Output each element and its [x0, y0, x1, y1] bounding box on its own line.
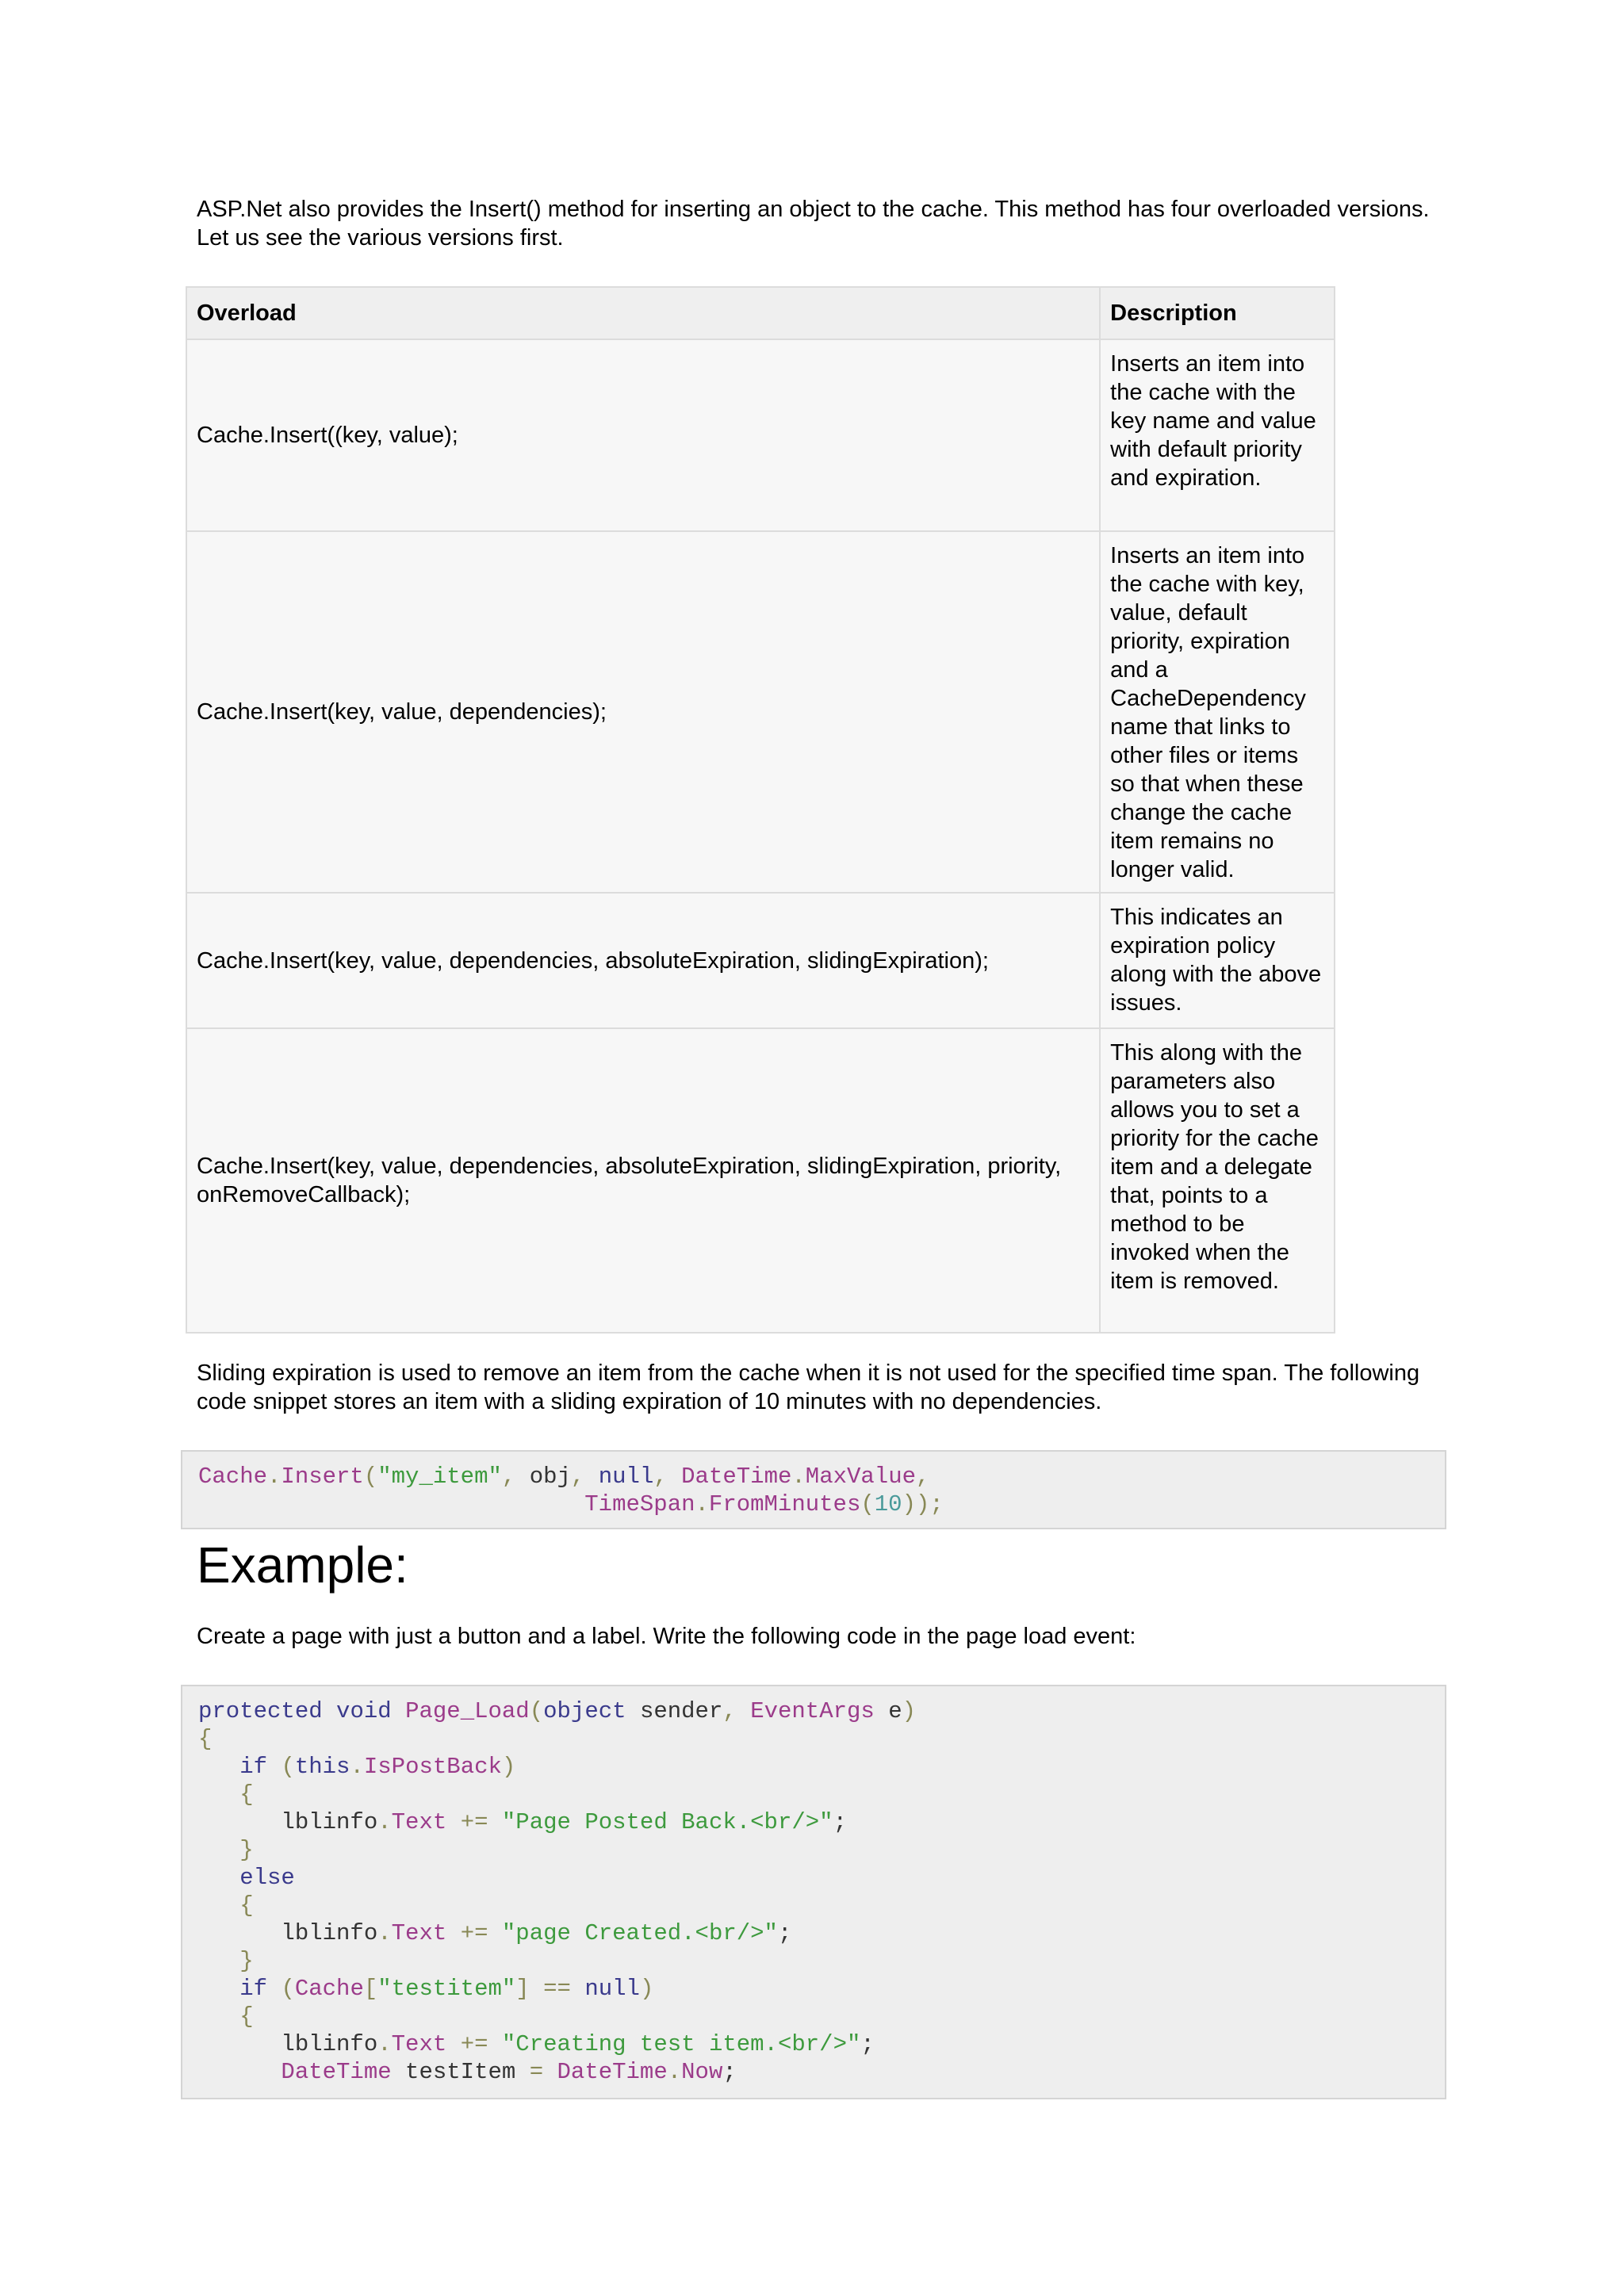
header-description: Description: [1100, 287, 1335, 339]
sliding-expiration-paragraph: Sliding expiration is used to remove an item from the cache when it is not used for the specified time span. The following code snippet stores an item with a sliding expiration of 10 minutes with no dependencies.: [197, 1360, 1420, 1414]
description-cell: This indicates an expiration policy along with the above issues.: [1100, 893, 1335, 1028]
example-heading: Example:: [197, 1536, 408, 1594]
intro-paragraph: ASP.Net also provides the Insert() method for inserting an object to the cache. This method has four overloaded versions. Let us see the various versions first.: [197, 197, 1430, 251]
description-cell: This along with the parameters also allows you to set a priority for the cache item and a delegate that, points to a method to be invoked when the item is removed.: [1100, 1028, 1335, 1333]
code-snippet-sliding: Cache.Insert("my_item", obj, null, DateTime.MaxValue, TimeSpan.FromMinutes(10));: [181, 1450, 1446, 1529]
table-row: [186, 339, 1335, 531]
description-cell: Inserts an item into the cache with key, value, default priority, expiration and a CacheDependency name that links to other files or items so that when these change the cache item remains no longer valid.: [1100, 531, 1335, 893]
overload-cell: Cache.Insert(key, value, dependencies, absoluteExpiration, slidingExpiration);: [186, 893, 1100, 1028]
table-header-row: [186, 287, 1335, 339]
overload-cell: Cache.Insert(key, value, dependencies);: [186, 531, 1100, 893]
overload-cell: Cache.Insert(key, value, dependencies, absoluteExpiration, slidingExpiration, priority, onRemoveCallback);: [186, 1028, 1100, 1333]
table-row: [186, 1028, 1335, 1333]
description-cell: Inserts an item into the cache with the key name and value with default priority and expiration.: [1100, 339, 1335, 531]
example-paragraph: Create a page with just a button and a label. Write the following code in the page load event:: [197, 1624, 1136, 1649]
overloads-table: [186, 286, 1335, 1334]
header-overload: Overload: [186, 287, 1100, 339]
table-row: [186, 893, 1335, 1028]
overload-cell: Cache.Insert((key, value);: [186, 339, 1100, 531]
code-snippet-page-load: protected void Page_Load(object sender, EventArgs e) { if (this.IsPostBack) { lblinfo.Text += "Page Posted Back.<br/>"; } else { lblinfo.Text += "page Created.<br/>"; } if (Cache["testitem"] == null) { lblinfo.Text += "Creating test item.<br/>"; DateTime testItem = DateTime.Now;: [181, 1685, 1446, 2099]
table-row: [186, 531, 1335, 893]
